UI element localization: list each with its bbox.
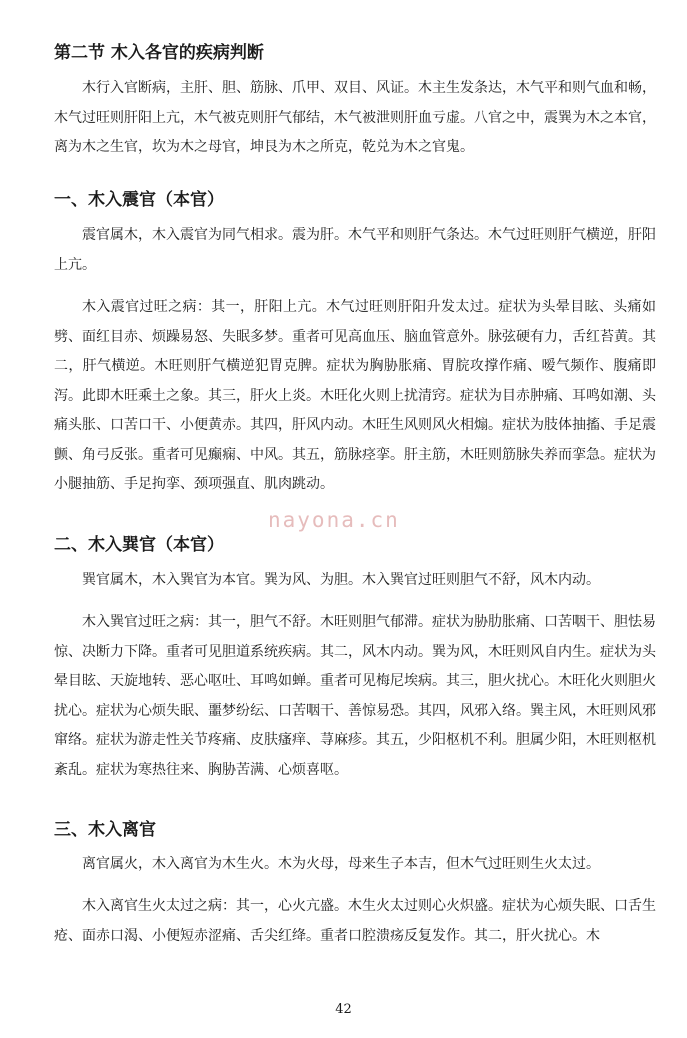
- zhen-paragraph-1: 震官属木，木入震官为同气相求。震为肝。木气平和则肝气条达。木气过旺则肝气横逆，肝阳上亢。: [54, 227, 656, 273]
- watermark: nayona.cn: [268, 508, 400, 532]
- li-paragraph-2: 木入离官生火太过之病：其一，心火亢盛。木生火太过则心火炽盛。症状为心烦失眠、口舌生疮、面赤口渴、小便短赤涩痛、舌尖红绛。重者口腔溃疡反复发作。其二，肝火扰心。木: [54, 898, 656, 944]
- heading-li: 三、木入离官: [54, 820, 156, 840]
- li-paragraph-1: 离官属火，木入离官为木生火。木为火母，母来生子本吉，但木气过旺则生火太过。: [82, 856, 600, 872]
- zhen-paragraph-2: 木入震官过旺之病：其一，肝阳上亢。木气过旺则肝阳升发太过。症状为头晕目眩、头痛如劈、面红目赤、烦躁易怒、失眠多梦。重者可见高血压、脑血管意外。脉弦硬有力，舌红苔黄。其二，肝气横逆。木旺则肝气横逆犯胃克脾。症状为胸胁胀痛、胃脘攻撑作痛、嗳气频作、腹痛即泻。此即木旺乘土之象。其三，肝火上炎。木旺化火则上扰清窍。症状为目赤肿痛、耳鸣如潮、头痛头胀、口苦口干、小便黄赤。其四，肝风内动。木旺生风则风火相煽。症状为肢体抽搐、手足震颤、角弓反张。重者可见癫痫、中风。其五，筋脉痉挛。肝主筋，木旺则筋脉失养而挛急。症状为小腿抽筋、手足拘挛、颈项强直、肌肉跳动。: [54, 299, 656, 492]
- section-intro: 木行入官断病，主肝、胆、筋脉、爪甲、双目、风证。木主生发条达，木气平和则气血和畅，木气过旺则肝阳上亢，木气被克则肝气郁结，木气被泄则肝血亏虚。八官之中，震巽为木之本官，离为木之生官，坎为木之母官，坤艮为木之所克，乾兑为木之官鬼。: [54, 80, 656, 155]
- xun-paragraph-1: 巽官属木，木入巽官为本官。巽为风、为胆。木入巽官过旺则胆气不舒，风木内动。: [82, 572, 600, 588]
- page-number: 42: [335, 1002, 352, 1017]
- heading-xun: 二、木入巽官（本官）: [54, 535, 224, 555]
- section-title: 第二节 木入各官的疾病判断: [54, 43, 264, 63]
- heading-zhen: 一、木入震官（本官）: [54, 190, 224, 210]
- xun-paragraph-2: 木入巽官过旺之病：其一，胆气不舒。木旺则胆气郁滞。症状为胁肋胀痛、口苦咽干、胆怯易惊、决断力下降。重者可见胆道系统疾病。其二，风木内动。巽为风，木旺则风自内生。症状为头晕目眩、天旋地转、恶心呕吐、耳鸣如蝉。重者可见梅尼埃病。其三，胆火扰心。木旺化火则胆火扰心。症状为心烦失眠、噩梦纷纭、口苦咽干、善惊易恐。其四，风邪入络。巽主风，木旺则风邪窜络。症状为游走性关节疼痛、皮肤瘙痒、荨麻疹。其五，少阳枢机不利。胆属少阳，木旺则枢机紊乱。症状为寒热往来、胸胁苦满、心烦喜呕。: [54, 614, 656, 778]
